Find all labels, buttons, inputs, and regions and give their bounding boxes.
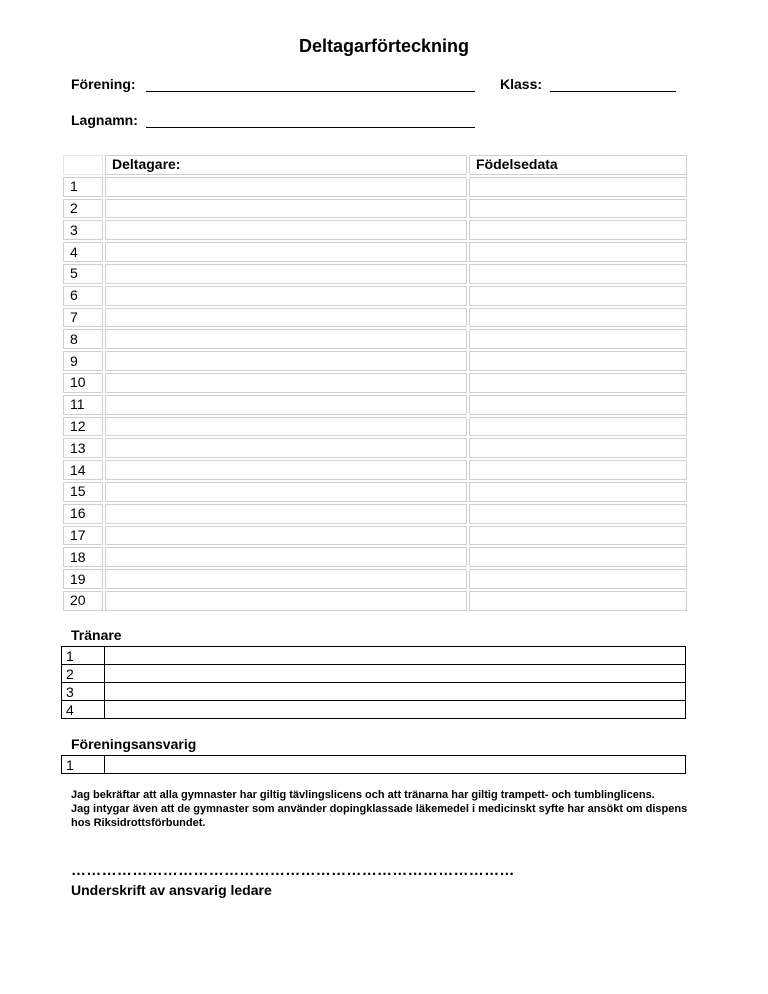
birthdate-cell[interactable] — [469, 264, 687, 284]
birthdate-cell[interactable] — [469, 395, 687, 415]
number-header-cell — [63, 155, 103, 175]
row-number: 4 — [62, 701, 105, 719]
participant-name-cell[interactable] — [105, 220, 467, 240]
row-number: 12 — [63, 417, 103, 437]
participant-row — [63, 220, 687, 240]
statement — [71, 788, 691, 830]
page-title: Deltagarförteckning — [298, 36, 470, 56]
row-number: 3 — [63, 220, 103, 240]
participant-row — [63, 373, 687, 393]
participant-row — [63, 329, 687, 349]
participant-name-cell[interactable] — [105, 286, 467, 306]
trainer-row — [62, 701, 686, 719]
row-number: 2 — [63, 199, 103, 219]
row-number: 15 — [63, 482, 103, 502]
trainer-row-name-cell[interactable] — [105, 683, 686, 701]
club-responsible-title: Föreningsansvarig — [71, 736, 197, 752]
birthdate-cell[interactable] — [469, 504, 687, 524]
participant-name-cell[interactable] — [105, 526, 467, 546]
trainers-table — [61, 646, 686, 719]
signature-line[interactable]: …………………………………………………………………………… — [71, 862, 515, 879]
birthdate-cell[interactable] — [469, 417, 687, 437]
participant-row — [63, 286, 687, 306]
participant-row — [63, 351, 687, 371]
participant-name-cell[interactable] — [105, 373, 467, 393]
club-responsible-table — [61, 755, 686, 774]
row-number: 3 — [62, 683, 105, 701]
birthdate-cell[interactable] — [469, 482, 687, 502]
birthdate-cell[interactable] — [469, 569, 687, 589]
lagnamn-field[interactable] — [146, 127, 475, 128]
lagnamn-label: Lagnamn: — [71, 112, 138, 128]
birthdate-cell[interactable] — [469, 308, 687, 328]
participants-header-row — [63, 155, 687, 175]
participant-name-cell[interactable] — [105, 329, 467, 349]
klass-field[interactable] — [550, 91, 676, 92]
participant-row — [63, 547, 687, 567]
participant-name-cell[interactable] — [105, 482, 467, 502]
row-number: 1 — [62, 647, 105, 665]
row-number: 8 — [63, 329, 103, 349]
birthdate-cell[interactable] — [469, 438, 687, 458]
participant-name-cell[interactable] — [105, 177, 467, 197]
participant-row — [63, 460, 687, 480]
row-number: 11 — [63, 395, 103, 415]
club-responsible-row-name-cell[interactable] — [105, 756, 686, 774]
row-number: 1 — [62, 756, 105, 774]
row-number: 17 — [63, 526, 103, 546]
doping-statement: Jag intygar även att de gymnaster som använder dopingklassade läkemedel i medicinskt syfte har ansökt om dispens hos Riksidrottsförbundet. — [71, 803, 688, 829]
row-number: 2 — [62, 665, 105, 683]
participant-row — [63, 417, 687, 437]
birthdate-cell[interactable] — [469, 526, 687, 546]
trainer-row-name-cell[interactable] — [105, 665, 686, 683]
participant-name-cell[interactable] — [105, 460, 467, 480]
participant-name-cell[interactable] — [105, 264, 467, 284]
participant-name-cell[interactable] — [105, 395, 467, 415]
row-number: 19 — [63, 569, 103, 589]
club-responsible-row — [62, 756, 686, 774]
row-number: 14 — [63, 460, 103, 480]
participant-row — [63, 242, 687, 262]
trainer-row-name-cell[interactable] — [105, 701, 686, 719]
participant-row — [63, 438, 687, 458]
participant-name-cell[interactable] — [105, 591, 467, 611]
birthdate-cell[interactable] — [469, 373, 687, 393]
participant-column-header: Deltagare: — [105, 155, 467, 175]
participant-row — [63, 177, 687, 197]
participant-row — [63, 526, 687, 546]
row-number: 6 — [63, 286, 103, 306]
participant-row — [63, 569, 687, 589]
trainer-row — [62, 683, 686, 701]
participant-name-cell[interactable] — [105, 351, 467, 371]
row-number: 16 — [63, 504, 103, 524]
birthdate-cell[interactable] — [469, 460, 687, 480]
participant-name-cell[interactable] — [105, 417, 467, 437]
license-statement: Jag bekräftar att alla gymnaster har giltig tävlingslicens och att tränarna har giltig trampett- och tumblinglicens. — [71, 789, 655, 801]
participant-row — [63, 482, 687, 502]
birthdate-cell[interactable] — [469, 286, 687, 306]
participant-name-cell[interactable] — [105, 199, 467, 219]
participant-row — [63, 308, 687, 328]
row-number: 10 — [63, 373, 103, 393]
row-number: 4 — [63, 242, 103, 262]
trainer-row-name-cell[interactable] — [105, 647, 686, 665]
birthdate-cell[interactable] — [469, 351, 687, 371]
birthdate-cell[interactable] — [469, 591, 687, 611]
row-number: 9 — [63, 351, 103, 371]
participant-name-cell[interactable] — [105, 504, 467, 524]
row-number: 1 — [63, 177, 103, 197]
participants-table — [61, 153, 689, 613]
participant-row — [63, 264, 687, 284]
row-number: 18 — [63, 547, 103, 567]
participant-row — [63, 591, 687, 611]
birthdate-column-header: Födelsedata — [469, 155, 687, 175]
klass-label: Klass: — [500, 76, 543, 92]
row-number: 7 — [63, 308, 103, 328]
row-number: 5 — [63, 264, 103, 284]
participant-row — [63, 395, 687, 415]
forening-field[interactable] — [146, 91, 475, 92]
participant-name-cell[interactable] — [105, 308, 467, 328]
forening-label: Förening: — [71, 76, 136, 92]
birthdate-cell[interactable] — [469, 242, 687, 262]
birthdate-cell[interactable] — [469, 220, 687, 240]
participant-name-cell[interactable] — [105, 547, 467, 567]
row-number: 13 — [63, 438, 103, 458]
row-number: 20 — [63, 591, 103, 611]
trainer-row — [62, 647, 686, 665]
birthdate-cell[interactable] — [469, 547, 687, 567]
trainers-title: Tränare — [71, 627, 122, 643]
birthdate-cell[interactable] — [469, 177, 687, 197]
participant-row — [63, 199, 687, 219]
signature-label: Underskrift av ansvarig ledare — [71, 882, 272, 898]
birthdate-cell[interactable] — [469, 329, 687, 349]
participant-name-cell[interactable] — [105, 438, 467, 458]
trainer-row — [62, 665, 686, 683]
participant-name-cell[interactable] — [105, 242, 467, 262]
participant-row — [63, 504, 687, 524]
participant-name-cell[interactable] — [105, 569, 467, 589]
birthdate-cell[interactable] — [469, 199, 687, 219]
